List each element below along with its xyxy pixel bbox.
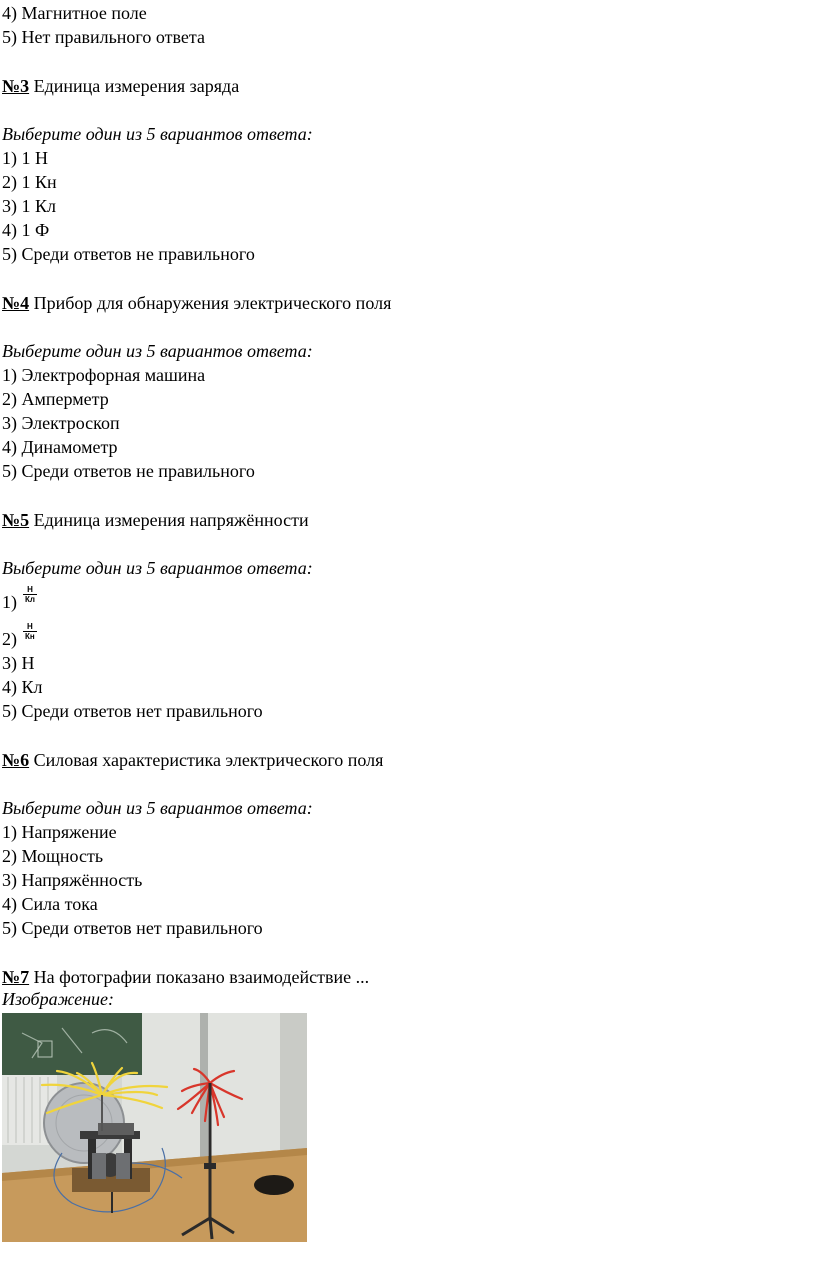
q6-option-1: 1) Напряжение [2, 822, 117, 842]
question-6-instruction: Выберите один из 5 вариантов ответа: [2, 798, 313, 818]
question-4-heading [2, 292, 391, 314]
question-3-text: Единица измерения заряда [29, 76, 240, 96]
fraction-numerator: Н [23, 585, 37, 595]
experiment-photo [2, 1013, 307, 1242]
q5-option-1-prefix: 1) [2, 592, 17, 612]
image-label: Изображение: [2, 989, 115, 1009]
q6-option-3: 3) Напряжённость [2, 870, 143, 890]
fraction-numerator: Н [23, 622, 37, 632]
q5-option-3: 3) Н [2, 653, 35, 673]
question-3-instruction: Выберите один из 5 вариантов ответа: [2, 124, 313, 144]
q3-option-5: 5) Среди ответов не правильного [2, 244, 255, 264]
q5-option-1 [2, 585, 37, 613]
question-6-text: Силовая характеристика электрического поля [29, 750, 384, 770]
q5-option-1-fraction [23, 585, 37, 604]
question-4-number: №4 [2, 293, 30, 313]
question-5-heading [2, 509, 309, 531]
question-4-instruction: Выберите один из 5 вариантов ответа: [2, 341, 313, 361]
prev-option-5: 5) Нет правильного ответа [2, 27, 205, 47]
q4-option-2: 2) Амперметр [2, 389, 109, 409]
q5-option-2 [2, 622, 37, 650]
fraction-denominator: Кн [25, 632, 35, 642]
q5-option-5: 5) Среди ответов нет правильного [2, 701, 263, 721]
q6-option-4: 4) Сила тока [2, 894, 98, 914]
question-6-heading [2, 749, 383, 771]
question-7-number: №7 [2, 967, 30, 987]
question-3-heading [2, 75, 239, 97]
q6-option-5: 5) Среди ответов нет правильного [2, 918, 263, 938]
q3-option-1: 1) 1 Н [2, 148, 48, 168]
q4-option-4: 4) Динамометр [2, 437, 118, 457]
q5-option-2-fraction [23, 622, 37, 641]
q4-option-1: 1) Электрофорная машина [2, 365, 206, 385]
q4-option-5: 5) Среди ответов не правильного [2, 461, 255, 481]
question-6-number: №6 [2, 750, 30, 770]
q6-option-2: 2) Мощность [2, 846, 104, 866]
q5-option-4: 4) Кл [2, 677, 43, 697]
question-7-text: На фотографии показано взаимодействие ... [29, 967, 370, 987]
fraction-denominator: Кл [25, 595, 35, 605]
question-5-number: №5 [2, 510, 30, 530]
prev-option-4: 4) Магнитное поле [2, 3, 147, 23]
q3-option-2: 2) 1 Кн [2, 172, 57, 192]
question-5-text: Единица измерения напряжённости [29, 510, 309, 530]
question-4-text: Прибор для обнаружения электрического поля [29, 293, 392, 313]
question-5-instruction: Выберите один из 5 вариантов ответа: [2, 558, 313, 578]
q3-option-4: 4) 1 Ф [2, 220, 50, 240]
q5-option-2-prefix: 2) [2, 629, 17, 649]
q4-option-3: 3) Электроскоп [2, 413, 120, 433]
q3-option-3: 3) 1 Кл [2, 196, 56, 216]
question-3-number: №3 [2, 76, 30, 96]
question-7-heading [2, 966, 369, 988]
